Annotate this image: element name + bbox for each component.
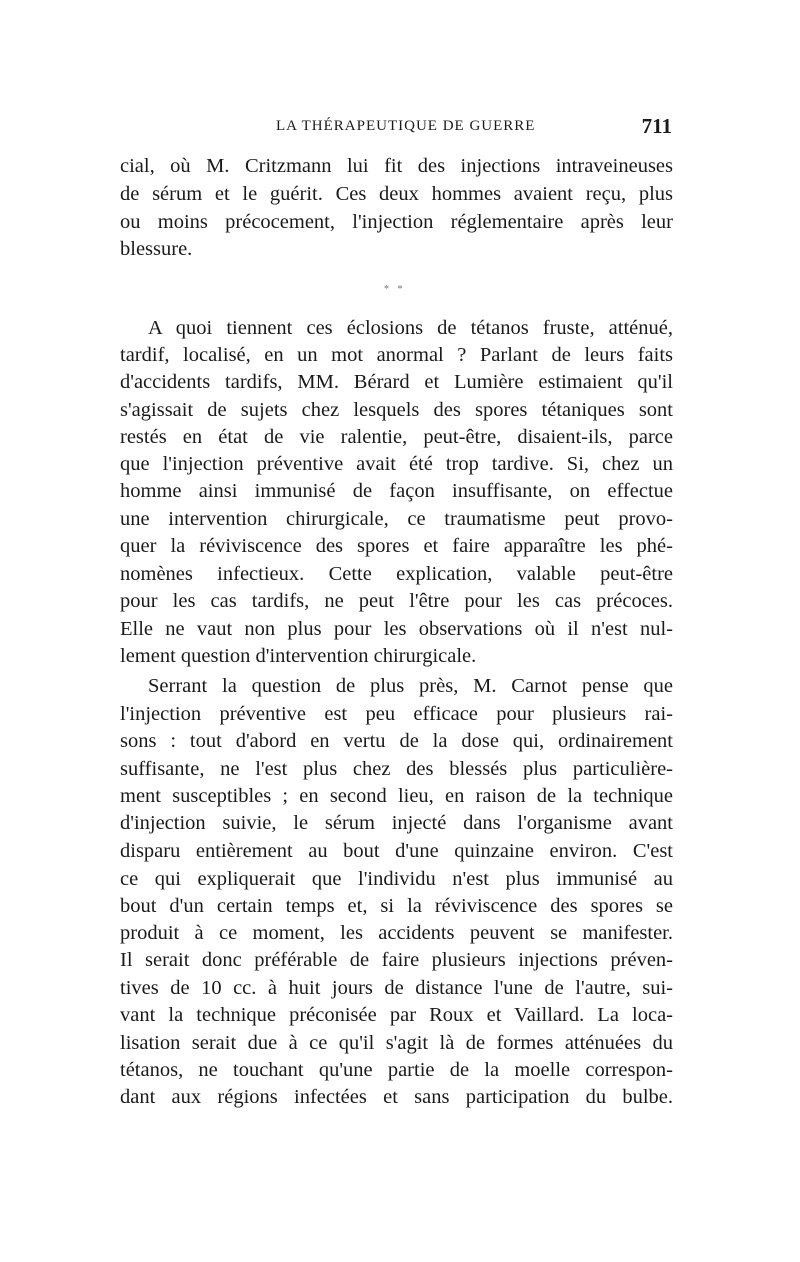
text-line: ment susceptibles ; en second lieu, en raison de la technique bbox=[120, 785, 673, 807]
text-line: cial, où M. Critzmann lui fit des injections intraveineuses bbox=[120, 155, 673, 177]
text-line: Serrant la question de plus près, M. Carnot pense que bbox=[148, 675, 673, 697]
text-line: A quoi tiennent ces éclosions de tétanos fruste, atténué, bbox=[148, 317, 673, 339]
text-line: que l'injection préventive avait été trop tardive. Si, chez un bbox=[120, 453, 673, 475]
text-line: lisation serait due à ce qu'il s'agit là de formes atténuées du bbox=[120, 1032, 673, 1054]
text-line: d'accidents tardifs, MM. Bérard et Lumière estimaient qu'il bbox=[120, 371, 673, 393]
text-line: tives de 10 cc. à huit jours de distance l'une de l'autre, sui- bbox=[120, 977, 673, 999]
text-line: s'agissait de sujets chez lesquels des spores tétaniques sont bbox=[120, 399, 673, 421]
text-line: lement question d'intervention chirurgicale. bbox=[120, 645, 477, 667]
text-line: Elle ne vaut non plus pour les observations où il n'est nul- bbox=[120, 618, 673, 640]
text-line: Il serait donc préférable de faire plusieurs injections préven- bbox=[120, 949, 673, 971]
text-line: nomènes infectieux. Cette explication, valable peut-être bbox=[120, 563, 673, 585]
text-line: l'injection préventive est peu efficace pour plusieurs rai- bbox=[120, 703, 673, 725]
text-line: ce qui expliquerait que l'individu n'est plus immunisé au bbox=[120, 868, 673, 890]
text-line: suffisante, ne l'est plus chez des blessés plus particulière- bbox=[120, 758, 673, 780]
text-line: restés en état de vie ralentie, peut-être, disaient-ils, parce bbox=[120, 426, 673, 448]
text-line: produit à ce moment, les accidents peuvent se manifester. bbox=[120, 922, 673, 944]
text-line: tétanos, ne touchant qu'une partie de la moelle correspon- bbox=[120, 1059, 673, 1081]
text-line: quer la réviviscence des spores et faire apparaître les phé- bbox=[120, 535, 673, 557]
page-number: 711 bbox=[641, 114, 672, 138]
running-title: LA THÉRAPEUTIQUE DE GUERRE bbox=[276, 118, 536, 134]
section-ornament: * * bbox=[384, 284, 406, 295]
text-line: tardif, localisé, en un mot anormal ? Parlant de leurs faits bbox=[120, 344, 673, 366]
text-line: pour les cas tardifs, ne peut l'être pour les cas précoces. bbox=[120, 590, 673, 612]
text-line: d'injection suivie, le sérum injecté dans l'organisme avant bbox=[120, 812, 673, 834]
text-line: blessure. bbox=[120, 238, 193, 260]
text-line: vant la technique préconisée par Roux et Vaillard. La loca- bbox=[120, 1004, 673, 1026]
text-line: dant aux régions infectées et sans participation du bulbe. bbox=[120, 1086, 673, 1108]
text-line: ou moins précocement, l'injection réglementaire après leur bbox=[120, 211, 673, 233]
text-line: homme ainsi immunisé de façon insuffisante, on effectue bbox=[120, 480, 673, 502]
text-line: une intervention chirurgicale, ce traumatisme peut provo- bbox=[120, 508, 673, 530]
text-line: bout d'un certain temps et, si la réviviscence des spores se bbox=[120, 895, 673, 917]
text-line: disparu entièrement au bout d'une quinzaine environ. C'est bbox=[120, 840, 673, 862]
text-line: de sérum et le guérit. Ces deux hommes avaient reçu, plus bbox=[120, 183, 673, 205]
text-line: sons : tout d'abord en vertu de la dose qui, ordinairement bbox=[120, 730, 673, 752]
running-header bbox=[120, 114, 680, 144]
